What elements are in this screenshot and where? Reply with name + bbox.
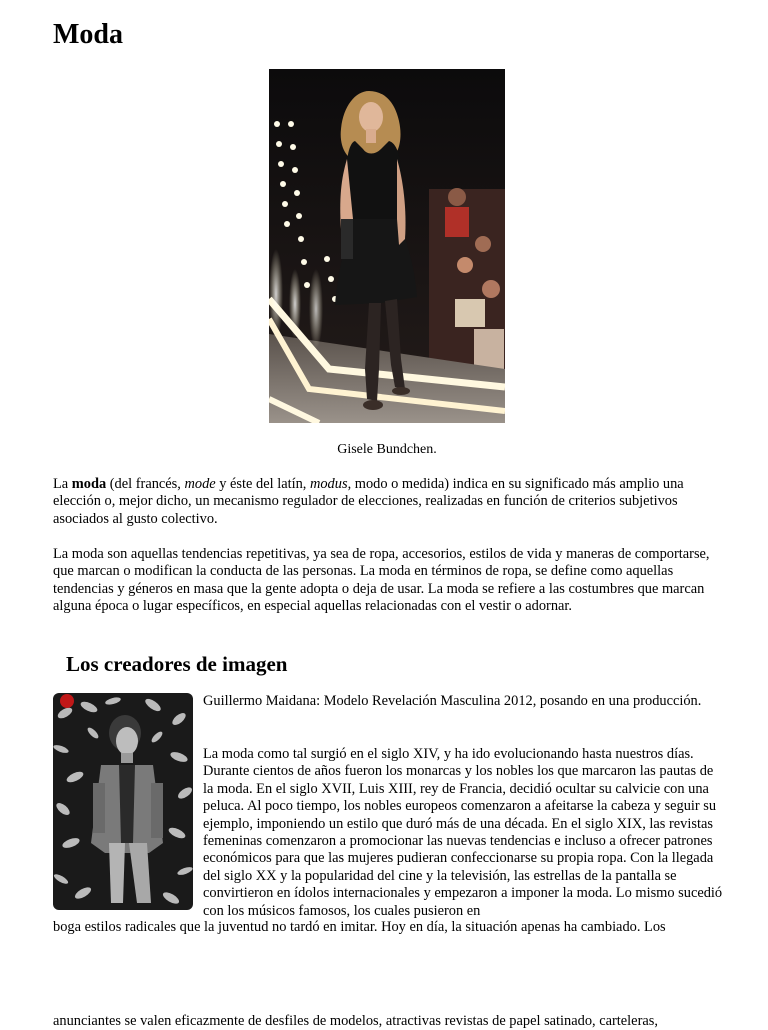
image-caption: Gisele Bundchen. [337,442,437,457]
body-paragraph: La moda son aquellas tendencias repetitivas, ya sea de ropa, accesorios, estilos de vida y maneras de comportarse, que marcan o modifican la conducta de las personas. La moda en términos de ropa, se define como aquellas tendencias y géneros en masa que la gente adopta o deja de usar. La moda se refiere a las costumbres que marcan alguna época o lugar específicos, en especial aquellas relacionadas con el vestir o adornar. [53,546,710,615]
term-modus: modus [309,476,348,492]
model-photo [53,693,193,910]
term-moda: moda [71,476,107,492]
model-caption: Guillermo Maidana: Modelo Revelación Masculina 2012, posando en una producción. [203,693,702,709]
runway-photo [269,69,505,423]
next-page-text: anunciantes se valen eficazmente de desfiles de modelos, atractivas revistas de papel satinado, carteleras, [53,1013,658,1029]
history-paragraph: La moda como tal surgió en el siglo XIV, y ha ido evolucionando hasta nuestros días. Durante cientos de años fueron los monarcas y los nobles los que marcaron las pautas de la moda. En el siglo XVII, Luis XIII, rey de Francia, decidió ocultar su calvicie con una peluca. Al poco tiempo, los nobles europeos comenzaron a afeitarse la cabeza y seguir su ejemplo, imponiendo un estilo que duró más de una década. En el siglo XIX, las revistas femeninas comenzaron a promocionar las nuevas tendencias e incluso a ofrecer patrones económicos para que las mujeres pudieran confeccionarse su propia ropa. Con la llegada del siglo XX y la popularidad del cine y la televisión, las estrellas de la pantalla se convirtieron en ídolos internacionales y empezaron a imponer la moda. Lo mismo sucedió con los músicos famosos, los cuales pusieron en [203,746,723,919]
intro-paragraph: La moda (del francés, mode y éste del latín, modus, modo o medida) indica en su significado más amplio una elección o, mejor dicho, un mecanismo regulador de elecciones, realizadas en función de criterios subjetivos asociados al gusto colectivo. [53,476,684,527]
page-title: Moda [53,19,123,50]
history-paragraph-continued: boga estilos radicales que la juventud no tardó en imitar. Hoy en día, la situación apenas ha cambiado. Los [53,919,666,935]
section-heading: Los creadores de imagen [66,652,288,676]
term-mode: mode [184,476,216,492]
